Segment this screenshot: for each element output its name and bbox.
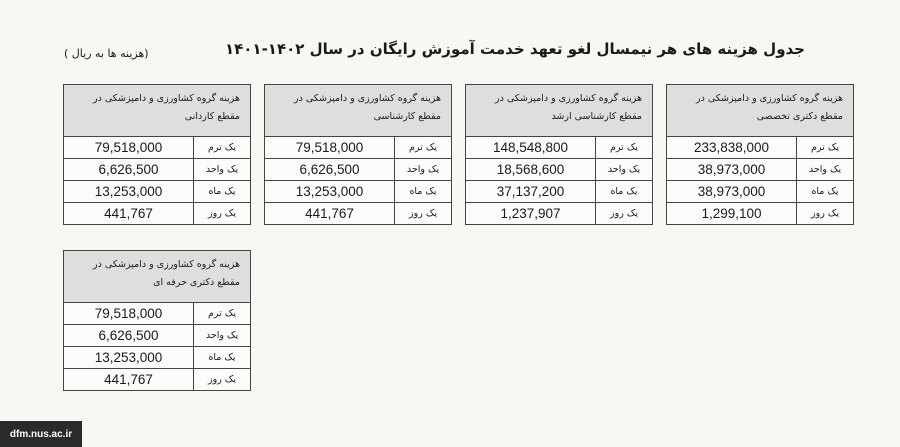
site-watermark: dfm.nus.ac.ir — [0, 421, 82, 447]
row-label: یک واحد — [394, 159, 451, 180]
table-header: هزینه گروه کشاورزی و دامپزشکی در مقطع دکتری تخصصی — [667, 85, 853, 137]
row-label: یک روز — [193, 369, 250, 390]
row-label: یک ماه — [193, 347, 250, 368]
row-label: یک واحد — [796, 159, 853, 180]
table-row — [667, 181, 853, 203]
table-row — [64, 181, 250, 203]
row-value: 233,838,000 — [693, 140, 770, 155]
row-value: 79,518,000 — [94, 140, 163, 155]
row-label: یک روز — [394, 203, 451, 224]
row-label: یک روز — [193, 203, 250, 224]
page-title: جدول هزینه های هر نیمسال لغو تعهد خدمت آموزش رایگان در سال ۱۴۰۲-۱۴۰۱ — [224, 40, 805, 58]
cost-table-associate — [63, 84, 251, 225]
table-header: هزینه گروه کشاورزی و دامپزشکی در مقطع کارشناسی — [265, 85, 451, 137]
table-row — [64, 137, 250, 159]
row-value: 79,518,000 — [295, 140, 364, 155]
table-row — [64, 159, 250, 181]
row-label: یک واحد — [193, 159, 250, 180]
table-header: هزینه گروه کشاورزی و دامپزشکی در مقطع کارشناسی ارشد — [466, 85, 652, 137]
table-row — [64, 347, 250, 369]
table-row — [265, 137, 451, 159]
row-label: یک ترم — [796, 137, 853, 158]
row-label: یک ترم — [394, 137, 451, 158]
cost-table-bachelors — [264, 84, 452, 225]
table-row — [667, 203, 853, 224]
row-value: 6,626,500 — [299, 162, 360, 177]
table-row — [265, 159, 451, 181]
row-value: 6,626,500 — [98, 162, 159, 177]
table-row — [265, 203, 451, 224]
table-row — [64, 369, 250, 390]
row-value: 148,548,800 — [492, 140, 569, 155]
row-label: یک ترم — [193, 137, 250, 158]
row-value: 13,253,000 — [94, 350, 163, 365]
table-row — [64, 303, 250, 325]
table-header: هزینه گروه کشاورزی و دامپزشکی در مقطع دکتری حرفه ای — [64, 251, 250, 303]
row-label: یک ماه — [394, 181, 451, 202]
row-value: 79,518,000 — [94, 306, 163, 321]
table-row — [265, 181, 451, 203]
row-value: 1,237,907 — [500, 206, 561, 221]
row-value: 37,137,200 — [496, 184, 565, 199]
cost-table-masters — [465, 84, 653, 225]
currency-unit-note: (هزینه ها به ریال ) — [64, 47, 149, 60]
row-label: یک ماه — [595, 181, 652, 202]
row-label: یک واحد — [193, 325, 250, 346]
row-label: یک واحد — [595, 159, 652, 180]
row-label: یک ماه — [193, 181, 250, 202]
row-label: یک ترم — [193, 303, 250, 324]
row-value: 38,973,000 — [697, 162, 766, 177]
cost-table-professional-doctorate — [63, 250, 251, 391]
table-row — [667, 159, 853, 181]
cost-table-phd — [666, 84, 854, 225]
table-row — [466, 203, 652, 224]
row-label: یک روز — [796, 203, 853, 224]
table-row — [466, 159, 652, 181]
row-value: 6,626,500 — [98, 328, 159, 343]
row-value: 441,767 — [305, 206, 354, 221]
row-value: 18,568,600 — [496, 162, 565, 177]
row-value: 13,253,000 — [295, 184, 364, 199]
table-row — [466, 137, 652, 159]
row-value: 13,253,000 — [94, 184, 163, 199]
table-row — [667, 137, 853, 159]
row-label: یک روز — [595, 203, 652, 224]
row-label: یک ماه — [796, 181, 853, 202]
table-row — [466, 181, 652, 203]
table-header: هزینه گروه کشاورزی و دامپزشکی در مقطع کاردانی — [64, 85, 250, 137]
row-value: 441,767 — [104, 206, 153, 221]
table-row — [64, 203, 250, 224]
row-value: 38,973,000 — [697, 184, 766, 199]
row-value: 441,767 — [104, 372, 153, 387]
row-label: یک ترم — [595, 137, 652, 158]
table-row — [64, 325, 250, 347]
row-value: 1,299,100 — [701, 206, 762, 221]
